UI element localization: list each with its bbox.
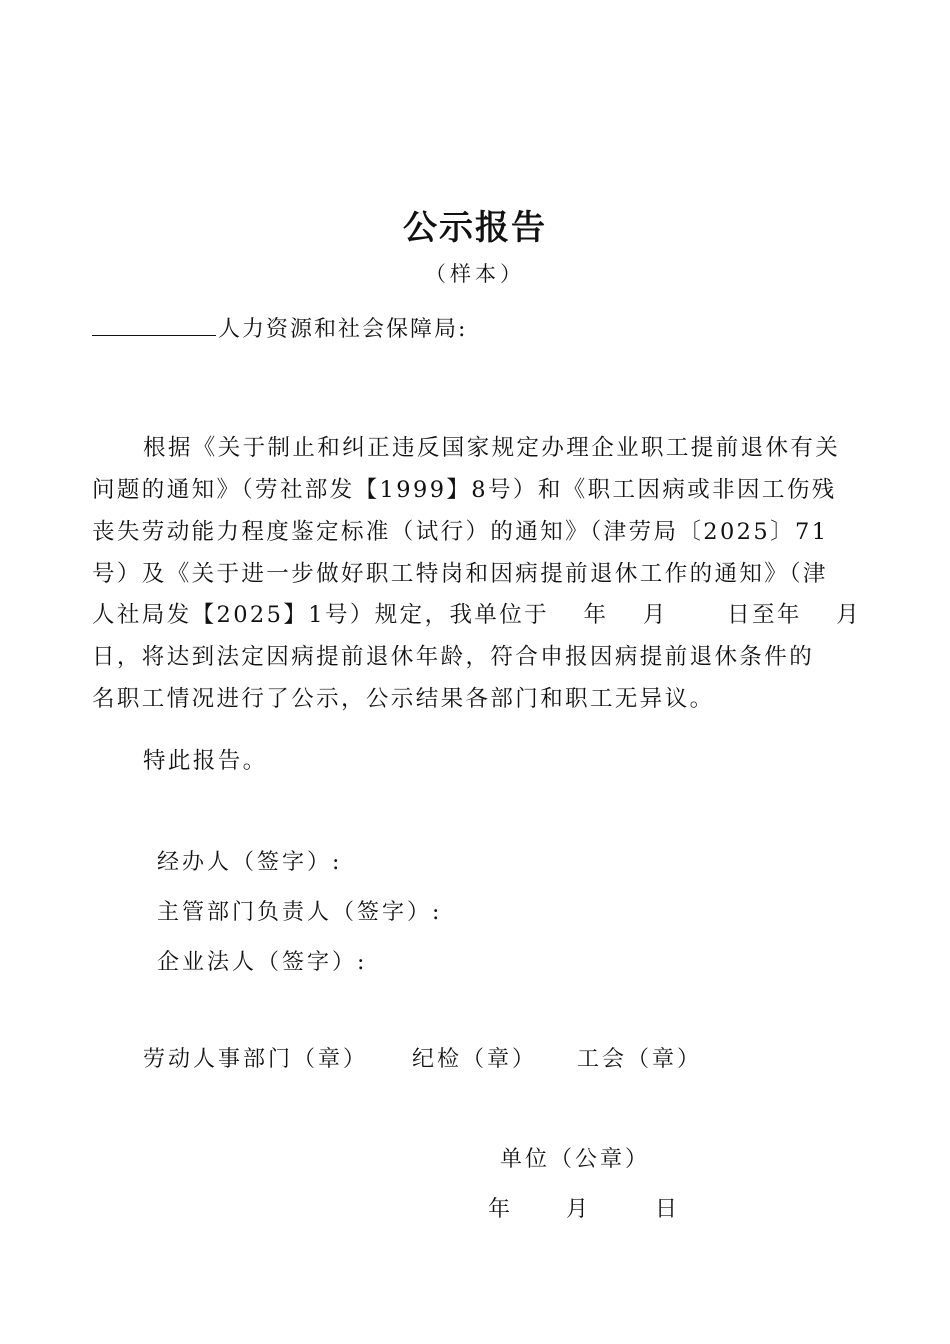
date-year: 年 [488, 1197, 511, 1222]
body-line-2: 问题的通知》（劳社部发【1999】8号）和《职工因病或非因工伤残 [92, 477, 837, 503]
date-month: 月 [566, 1197, 589, 1222]
stamp-union: 工会（章） [577, 1047, 703, 1072]
recipient-blank [92, 313, 216, 336]
signature-dept-head: 主管部门负责人（签字）: [157, 900, 443, 925]
date-day: 日 [655, 1197, 678, 1222]
recipient-line [92, 312, 467, 343]
stamp-discipline: 纪检（章） [412, 1047, 538, 1072]
document-title: 公示报告 [403, 208, 547, 248]
body-line-5: 人社局发【2025】1号）规定，我单位于 年 月 日至年 月 [92, 602, 862, 628]
closing-text: 特此报告。 [143, 748, 268, 774]
body-line-3: 丧失劳动能力程度鉴定标准（试行）的通知》（津劳局〔2025〕71 [92, 519, 829, 545]
signature-handler: 经办人（签字）: [157, 850, 343, 875]
unit-stamp: 单位（公章） [500, 1147, 651, 1172]
body-line-4: 号）及《关于进一步做好职工特岗和因病提前退休工作的通知》（津 [92, 561, 828, 587]
body-line-6: 日，将达到法定因病提前退休年龄，符合申报因病提前退休条件的 [92, 644, 815, 670]
recipient-text: 人力资源和社会保障局: [218, 317, 468, 342]
body-line-1: 根据《关于制止和纠正违反国家规定办理企业职工提前退休有关 [143, 435, 841, 461]
stamp-labor-dept: 劳动人事部门（章） [143, 1047, 369, 1072]
document-subtitle: （样本） [425, 262, 525, 286]
signature-legal-rep: 企业法人（签字）: [157, 950, 368, 975]
body-line-7: 名职工情况进行了公示，公示结果各部门和职工无异议。 [92, 686, 715, 712]
